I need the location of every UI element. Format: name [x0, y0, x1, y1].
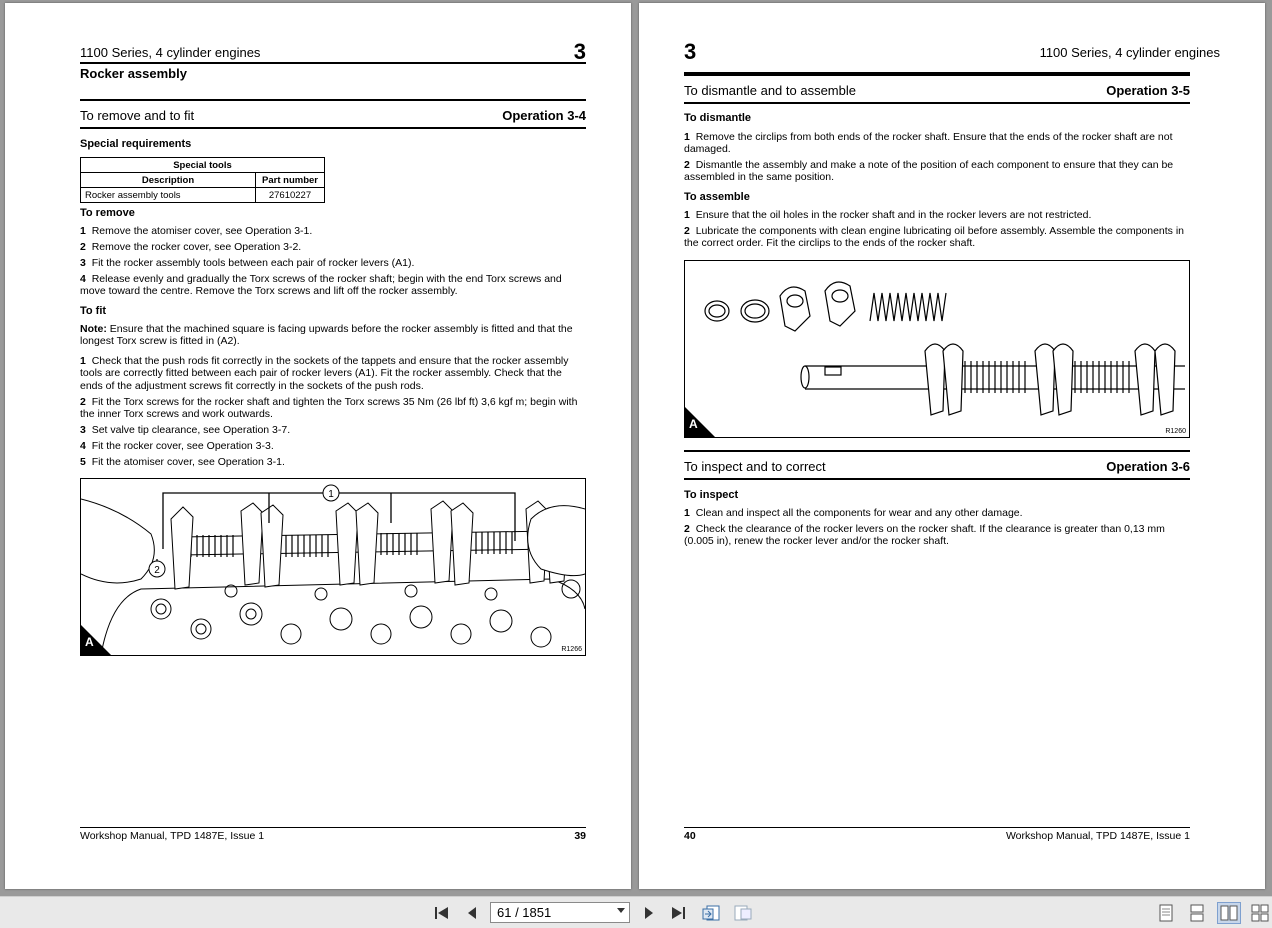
figure-label: A	[81, 625, 111, 655]
page-number: 40	[684, 830, 696, 842]
page-number: 39	[574, 830, 586, 842]
figure-ref: R1266	[561, 646, 582, 653]
page-footer	[80, 827, 586, 842]
fit-step: 5 Fit the atomiser cover, see Operation 3-1.	[80, 456, 285, 468]
cell-part-number: 27610227	[256, 188, 325, 203]
table-caption: Special tools	[81, 158, 325, 173]
dismantle-step: 1 Remove the circlips from both ends of the rocker shaft. Ensure that the ends of the rocker shaft are not damaged.	[684, 131, 1173, 156]
dismantle-step: 2 Dismantle the assembly and make a note of the position of each component to ensure that they can be assembled in the same position.	[684, 159, 1174, 184]
figure-ref: R1260	[1165, 428, 1186, 435]
next-page-icon[interactable]	[639, 903, 659, 923]
page-indicator: 61 / 1851	[497, 905, 552, 920]
remove-step: 2 Remove the rocker cover, see Operation 3-2.	[80, 241, 302, 253]
left-page	[5, 3, 631, 889]
callout-2: 2	[154, 565, 160, 576]
engine-illustration	[81, 479, 585, 655]
operation-number: Operation 3-6	[1106, 459, 1190, 474]
cell-description: Rocker assembly tools	[81, 188, 256, 203]
col-description: Description	[81, 173, 256, 188]
to-remove-heading: To remove	[80, 207, 135, 219]
remove-step: 4 Release evenly and gradually the Torx screws of the rocker shaft; begin with the end Torx screws and move toward the centre. Remove the Torx screws and lift off the rocker assembly.	[80, 273, 562, 298]
fit-step: 3 Set valve tip clearance, see Operation 3-7.	[80, 424, 291, 436]
fit-step: 4 Fit the rocker cover, see Operation 3-3.	[80, 440, 274, 452]
rocker-shaft-illustration	[685, 261, 1189, 437]
to-assemble-heading: To assemble	[684, 191, 750, 203]
col-part-number: Part number	[256, 173, 325, 188]
page-number-field[interactable]	[490, 902, 630, 923]
inspect-step: 1 Clean and inspect all the components for wear and any other damage.	[684, 507, 1023, 519]
go-back-icon[interactable]	[701, 903, 721, 923]
section-header	[684, 74, 1190, 104]
table-row	[81, 188, 325, 203]
assemble-step: 2 Lubricate the components with clean engine lubricating oil before assembly. Assemble the components in the correct order. Fit the circlips to the ends of the rocker shaft.	[684, 225, 1185, 250]
chapter-number: 3	[684, 39, 697, 64]
section-header	[80, 99, 586, 129]
rocker-assembly-figure	[80, 478, 586, 656]
figure-label: A	[685, 407, 715, 437]
right-page	[639, 3, 1265, 889]
special-requirements-heading: Special requirements	[80, 138, 192, 150]
page-title: Rocker assembly	[80, 66, 187, 81]
viewer-toolbar	[0, 896, 1272, 928]
facing-pages-icon[interactable]	[1217, 902, 1241, 924]
remove-step: 1 Remove the atomiser cover, see Operation 3-1.	[80, 225, 313, 237]
exploded-rocker-figure	[684, 260, 1190, 438]
fit-step: 1 Check that the push rods fit correctly in the sockets of the tappets and ensure that the rocker assembly tools are correctly fitted between each pair of rocker levers (A1). Fit the rocker assembly. Check that the ends of the adjustment screws fit correctly in the sockets of the push rods.	[80, 355, 569, 392]
section-name: To dismantle and to assemble	[684, 83, 856, 98]
section-name: To remove and to fit	[80, 108, 195, 123]
header-series: 1100 Series, 4 cylinder engines	[1039, 45, 1220, 60]
continuous-facing-icon[interactable]	[1248, 902, 1272, 924]
continuous-icon[interactable]	[1185, 902, 1209, 924]
inspect-step: 2 Check the clearance of the rocker levers on the rocker shaft. If the clearance is greater than 0,13 mm (0.005 in), renew the rocker lever and/or the rocker shaft.	[684, 523, 1165, 548]
callout-1: 1	[328, 489, 334, 500]
to-inspect-heading: To inspect	[684, 489, 739, 501]
section-header	[684, 450, 1190, 480]
chevron-down-icon[interactable]	[617, 908, 625, 913]
prev-page-icon[interactable]	[462, 903, 482, 923]
special-tools-table	[80, 157, 325, 203]
section-name: To inspect and to correct	[684, 459, 826, 474]
operation-number: Operation 3-5	[1106, 83, 1190, 98]
header-series: 1100 Series, 4 cylinder engines	[80, 45, 261, 60]
last-page-icon[interactable]	[668, 903, 688, 923]
fit-step: 2 Fit the Torx screws for the rocker shaft and tighten the Torx screws 35 Nm (26 lbf ft) 3,6 kgf m; begin with the inner Torx screws and work outwards.	[80, 396, 578, 421]
single-page-icon[interactable]	[1154, 902, 1178, 924]
page-footer	[684, 827, 1190, 842]
first-page-icon[interactable]	[432, 903, 452, 923]
chapter-number: 3	[573, 39, 586, 64]
footer-text: Workshop Manual, TPD 1487E, Issue 1	[1005, 830, 1190, 842]
footer-text: Workshop Manual, TPD 1487E, Issue 1	[80, 830, 265, 842]
assemble-step: 1 Ensure that the oil holes in the rocker shaft and in the rocker levers are not restricted.	[684, 209, 1092, 221]
note: Note: Ensure that the machined square is facing upwards before the rocker assembly is fitted and that the longest Torx screw is fitted in (A2).	[80, 323, 573, 348]
to-fit-heading: To fit	[80, 305, 107, 317]
go-forward-icon[interactable]	[733, 903, 753, 923]
to-dismantle-heading: To dismantle	[684, 112, 752, 124]
remove-step: 3 Fit the rocker assembly tools between each pair of rocker levers (A1).	[80, 257, 415, 269]
operation-number: Operation 3-4	[502, 108, 586, 123]
